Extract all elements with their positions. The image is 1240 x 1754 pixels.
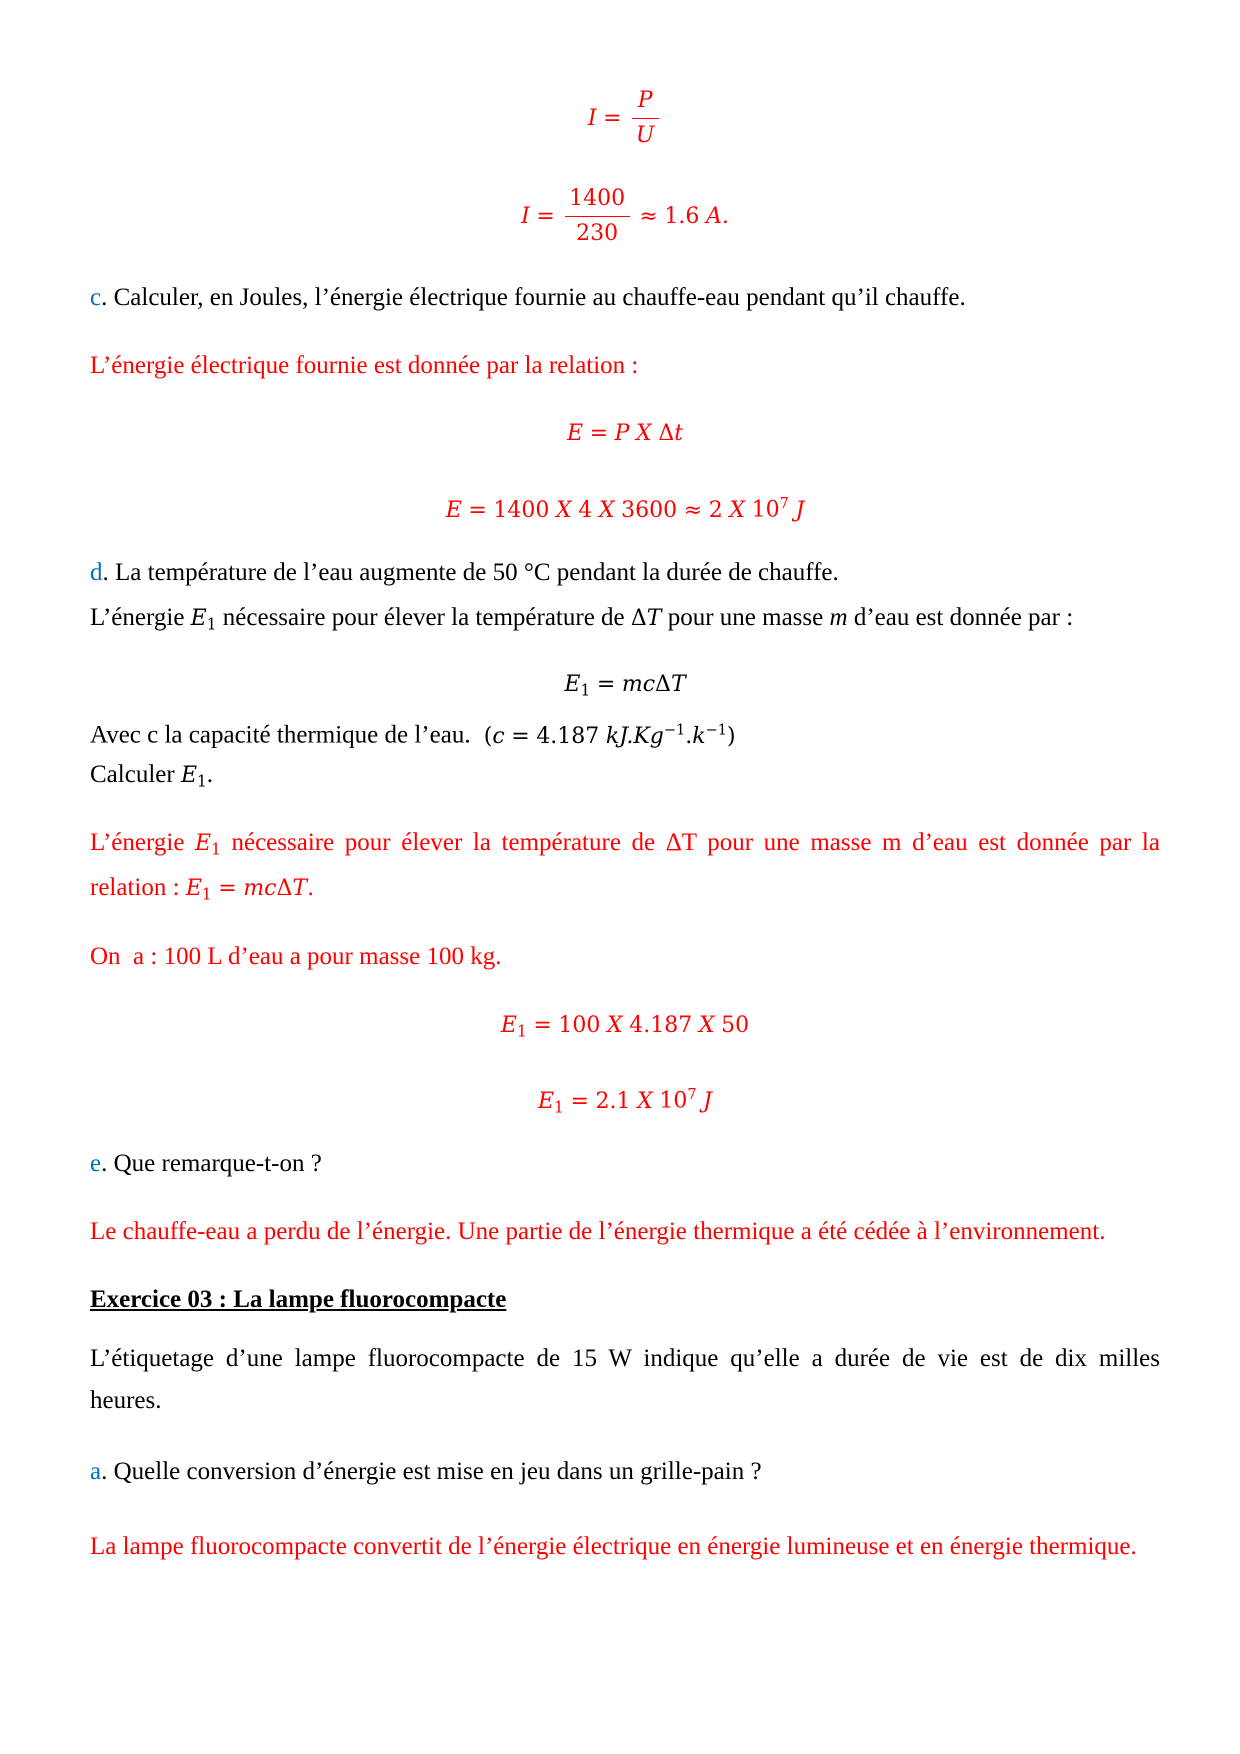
intensity-unit-group bbox=[706, 204, 729, 229]
times-sign: X bbox=[637, 1088, 653, 1114]
equals-sign: = bbox=[468, 497, 487, 523]
equals-sign: = bbox=[533, 1013, 552, 1038]
intensity-result: 1.6 bbox=[664, 203, 700, 229]
energy-subscript: 1 bbox=[211, 840, 221, 859]
power-exponent: 7 bbox=[687, 1087, 697, 1103]
exercise-3-intro-line-2: heures. bbox=[90, 1387, 162, 1414]
times-sign: X bbox=[606, 1013, 623, 1038]
intensity-unit: A bbox=[706, 203, 722, 229]
inline-heat-formula bbox=[185, 876, 315, 904]
exercise-3-intro-line-1: L’étiquetage d’une lampe fluorocompacte de 15 W indique qu’elle a durée de vie est de dix milles bbox=[90, 1345, 1160, 1372]
energy-unit: J bbox=[703, 1088, 712, 1114]
energy-e1-symbol bbox=[564, 667, 590, 709]
duration-group bbox=[658, 416, 683, 452]
formula-period: . bbox=[721, 203, 729, 229]
energy-e1-symbol bbox=[501, 1008, 527, 1050]
energy-subscript: 1 bbox=[206, 615, 217, 634]
intensity-symbol: I bbox=[587, 105, 597, 131]
delta-symbol: Δ bbox=[655, 672, 671, 697]
close-paren: ) bbox=[727, 723, 736, 749]
energy-subscript: 1 bbox=[201, 885, 212, 904]
power-symbol: P bbox=[614, 421, 630, 446]
energy-subscript: 1 bbox=[516, 1022, 527, 1041]
energy-symbol: E bbox=[190, 606, 207, 631]
temperature-symbol: T bbox=[292, 876, 308, 901]
equals-sign: = bbox=[603, 105, 622, 131]
energy-formula bbox=[90, 416, 1160, 452]
question-a-text: . Quelle conversion d’énergie est mise en jeu dans un grille-pain ? bbox=[101, 1458, 762, 1485]
question-d-energy-sentence bbox=[90, 600, 1160, 636]
energy-e1-symbol bbox=[195, 831, 221, 859]
formula-period: . bbox=[307, 876, 315, 901]
intensity-symbol: I bbox=[521, 203, 530, 229]
temperature-symbol: T bbox=[646, 606, 662, 631]
energy-symbol: E bbox=[537, 1088, 555, 1114]
capacity-number: 4.187 bbox=[536, 723, 600, 749]
question-a-label: a bbox=[90, 1458, 102, 1485]
power-base: 10 bbox=[659, 1088, 688, 1114]
power-exponent: 7 bbox=[779, 496, 789, 512]
energy-e1-symbol bbox=[538, 1084, 564, 1126]
mass-symbol: m bbox=[829, 604, 848, 631]
energy-symbol: E bbox=[195, 831, 212, 856]
temperature-symbol: T bbox=[670, 672, 686, 697]
seconds-value: 3600 bbox=[621, 497, 678, 523]
unit-exponent: −1 bbox=[705, 722, 728, 738]
delta-symbol: Δ bbox=[658, 421, 675, 446]
energy-e1-symbol bbox=[180, 763, 207, 791]
unit-exponent: −1 bbox=[663, 722, 686, 738]
sentence-part: nécessaire pour élever la température de ΔT pour une masse m d’eau est donnée par la bbox=[220, 829, 1160, 856]
capacity-unit-k: k bbox=[692, 723, 706, 749]
approx-sign: ≈ bbox=[683, 497, 703, 523]
intensity-value-formula bbox=[90, 180, 1160, 252]
sentence-part: L’énergie bbox=[90, 604, 191, 631]
power-over-voltage-fraction bbox=[632, 84, 659, 153]
energy-subscript: 1 bbox=[197, 772, 207, 791]
delta-t-symbol bbox=[631, 606, 662, 631]
capacity-unit-kj-kg: kJ.Kg bbox=[605, 723, 664, 749]
energy-symbol: E bbox=[185, 876, 202, 901]
energy-symbol: E bbox=[566, 421, 584, 446]
answer-a: La lampe fluorocompacte convertit de l’énergie électrique en énergie lumineuse et en énergie thermique. bbox=[90, 1533, 1137, 1560]
delta-symbol: Δ bbox=[630, 606, 647, 631]
sentence-part: pour une masse bbox=[661, 604, 830, 631]
power-of-ten bbox=[752, 486, 789, 529]
energy-subscript: 1 bbox=[554, 1098, 564, 1117]
question-d bbox=[90, 555, 1160, 591]
equals-sign: = bbox=[536, 203, 555, 229]
heat-capacity-value bbox=[484, 724, 736, 749]
power-base: 10 bbox=[751, 497, 780, 523]
question-c-text: . Calculer, en Joules, l’énergie électrique fournie au chauffe-eau pendant qu’il chauffe. bbox=[101, 284, 966, 311]
question-a bbox=[90, 1454, 1160, 1490]
times-sign: X bbox=[556, 497, 572, 523]
open-paren: ( bbox=[483, 723, 493, 749]
answer-c-intro: L’énergie électrique fournie est donnée par la relation : bbox=[90, 352, 639, 379]
equals-sign: = bbox=[570, 1088, 589, 1114]
answer-d-line-2 bbox=[90, 870, 1160, 906]
equals-sign: = bbox=[589, 421, 609, 446]
numeric-fraction bbox=[565, 182, 630, 251]
approx-sign: ≈ bbox=[639, 203, 658, 229]
heat-energy-calculation bbox=[90, 1008, 1160, 1044]
capacity-symbol: c bbox=[492, 723, 505, 749]
mc-delta-t bbox=[622, 667, 686, 703]
heat-capacity-sentence bbox=[90, 712, 1160, 748]
sentence-part: nécessaire pour élever la température de bbox=[216, 604, 631, 631]
fraction-denominator: U bbox=[635, 122, 655, 148]
mass-capacity-symbols: mc bbox=[621, 672, 656, 697]
mass-value: 100 bbox=[558, 1013, 601, 1038]
question-c-label: c bbox=[90, 284, 102, 311]
equals-sign: = bbox=[511, 723, 530, 749]
heat-energy-formula bbox=[90, 667, 1160, 703]
energy-calculation bbox=[90, 486, 1160, 522]
fraction-numerator: 1400 bbox=[565, 182, 630, 217]
answer-d-line-1 bbox=[90, 825, 1160, 861]
exercise-3-heading: Exercice 03 : La lampe fluorocompacte bbox=[90, 1286, 507, 1313]
times-sign: X bbox=[598, 497, 615, 523]
answer-d-mass: On a : 100 L d’eau a pour masse 100 kg. bbox=[90, 943, 502, 970]
heat-energy-result bbox=[90, 1077, 1160, 1117]
unit-dot: . bbox=[685, 723, 693, 749]
question-c bbox=[90, 280, 1160, 316]
sentence-part: relation : bbox=[90, 874, 186, 901]
sentence-part: L’énergie bbox=[90, 829, 196, 856]
instruction-text: Calculer bbox=[90, 761, 181, 788]
capacity-value: 4.187 bbox=[629, 1013, 693, 1038]
power-of-ten bbox=[659, 1077, 696, 1120]
energy-e1-symbol bbox=[190, 606, 217, 634]
result-coefficient: 2.1 bbox=[595, 1088, 631, 1114]
intensity-formula bbox=[90, 82, 1160, 154]
fraction-numerator: P bbox=[632, 84, 659, 119]
equals-sign: = bbox=[596, 672, 616, 697]
question-e-label: e bbox=[90, 1150, 102, 1177]
time-symbol: t bbox=[674, 421, 684, 446]
question-d-label: d bbox=[90, 559, 103, 586]
power-value: 1400 bbox=[493, 497, 550, 523]
times-sign: X bbox=[729, 497, 746, 523]
energy-unit: J bbox=[795, 497, 805, 523]
hours-value: 4 bbox=[578, 497, 593, 523]
sentence-part: d’eau est donnée par : bbox=[847, 604, 1074, 631]
energy-symbol: E bbox=[500, 1013, 517, 1038]
times-sign: X bbox=[698, 1013, 715, 1038]
energy-symbol: E bbox=[180, 763, 197, 788]
instruction-period: . bbox=[206, 761, 214, 788]
energy-symbol: E bbox=[445, 497, 462, 523]
question-e-text: . Que remarque-t-on ? bbox=[101, 1150, 322, 1177]
times-sign: X bbox=[636, 421, 652, 446]
calculate-e1-instruction bbox=[90, 757, 1160, 793]
energy-symbol: E bbox=[564, 672, 581, 697]
heat-capacity-text: Avec c la capacité thermique de l’eau. bbox=[90, 721, 471, 749]
delta-symbol: Δ bbox=[276, 876, 293, 901]
fraction-denominator: 230 bbox=[576, 220, 619, 246]
equals-sign: = bbox=[218, 876, 237, 901]
result-coefficient: 2 bbox=[708, 497, 723, 523]
question-d-text: . La température de l’eau augmente de 50 °C pendant la durée de chauffe. bbox=[102, 559, 839, 586]
mass-capacity-symbols: mc bbox=[243, 876, 277, 901]
temperature-change-value: 50 bbox=[721, 1013, 750, 1038]
question-e bbox=[90, 1146, 1160, 1182]
energy-subscript: 1 bbox=[580, 681, 591, 700]
answer-e: Le chauffe-eau a perdu de l’énergie. Une partie de l’énergie thermique a été cédée à l’environnement. bbox=[90, 1218, 1106, 1245]
